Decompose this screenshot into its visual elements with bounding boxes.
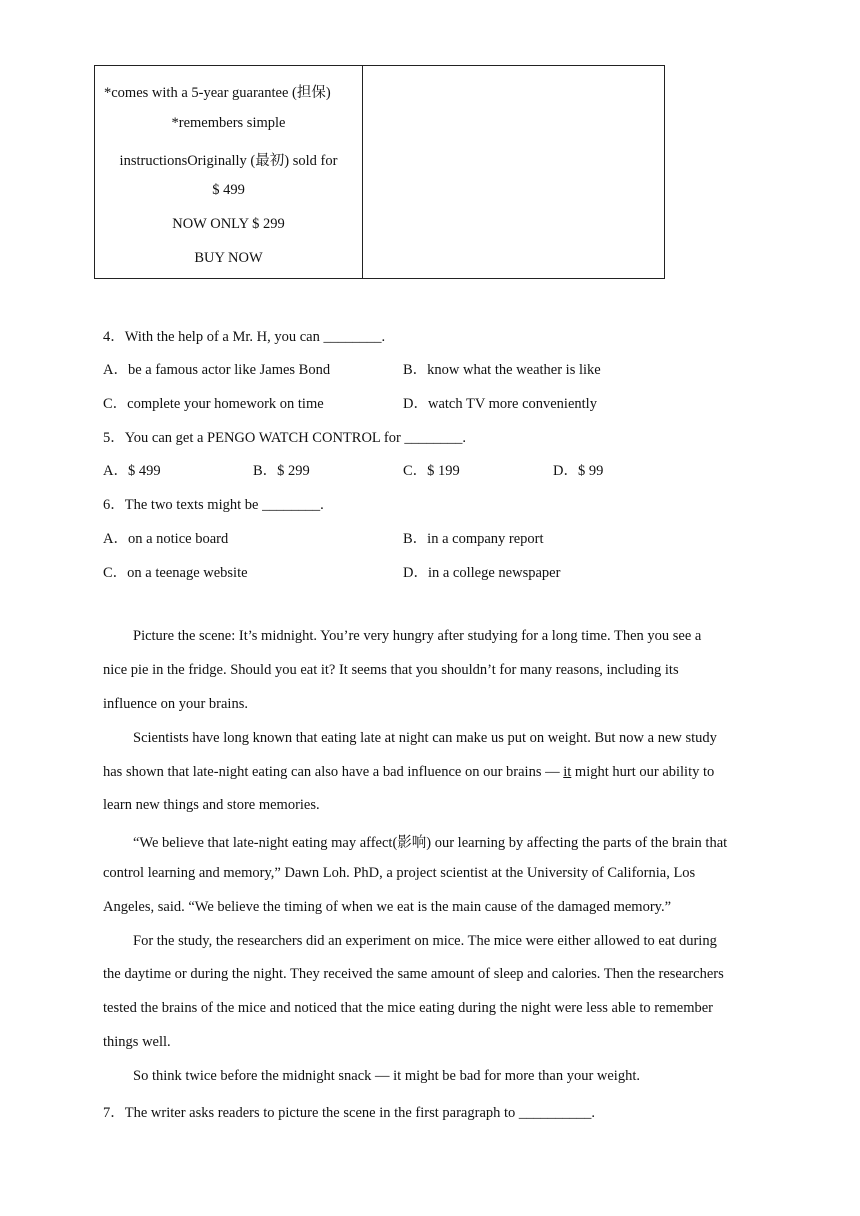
question-6-option-b: B．in a company report — [403, 531, 544, 547]
empty-cell — [363, 66, 664, 278]
ad-line-original-price: $ 499 — [212, 182, 245, 198]
passage-p1-line-3: influence on your brains. — [103, 696, 248, 712]
question-6-option-a: A．on a notice board — [103, 531, 229, 547]
advertisement-cell — [95, 66, 363, 278]
question-4-stem: 4．With the help of a Mr. H, you can ________. — [103, 329, 386, 345]
question-6-stem: 6．The two texts might be ________. — [103, 497, 324, 513]
passage-p3-line-1: “We believe that late-night eating may affect(影响) our learning by affecting the parts of the brain that — [133, 835, 728, 851]
passage-p2-line-2 — [103, 764, 714, 781]
passage-p3-line-3: Angeles, said. “We believe the timing of when we eat is the main cause of the damaged memory.” — [103, 899, 672, 915]
passage-p2-line-2-before: has shown that late-night eating can also have a bad influence on our brains — — [103, 764, 564, 780]
passage-p1-line-2: nice pie in the fridge. Should you eat it? It seems that you shouldn’t for many reasons, including its — [103, 662, 679, 678]
ad-line-now-price: NOW ONLY $ 299 — [172, 216, 285, 232]
question-6-option-c: C．on a teenage website — [103, 565, 248, 581]
passage-p4-line-3: tested the brains of the mice and noticed that the mice eating during the night were less able to remember — [103, 1000, 713, 1016]
ad-line-guarantee: *comes with a 5-year guarantee (担保) — [104, 85, 331, 101]
passage-p2-line-3: learn new things and store memories. — [103, 797, 320, 813]
question-5-option-d: D．$ 99 — [553, 463, 604, 479]
passage-p4-line-2: the daytime or during the night. They received the same amount of sleep and calories. Then the researchers — [103, 966, 724, 982]
passage-p5-line-1: So think twice before the midnight snack — it might be bad for more than your weight. — [133, 1068, 640, 1084]
question-4-option-d: D．watch TV more conveniently — [403, 396, 597, 412]
question-5-option-a: A．$ 499 — [103, 463, 161, 479]
question-6-option-d: D．in a college newspaper — [403, 565, 561, 581]
question-5-stem: 5．You can get a PENGO WATCH CONTROL for ________. — [103, 430, 467, 446]
underlined-word-it: it — [563, 764, 572, 780]
passage-p1-line-1: Picture the scene: It’s midnight. You’re very hungry after studying for a long time. Then you see a — [133, 628, 702, 644]
passage-p4-line-4: things well. — [103, 1034, 171, 1050]
question-5-option-c: C．$ 199 — [403, 463, 460, 479]
ad-line-remembers: *remembers simple — [171, 115, 286, 131]
ad-line-instructions: instructionsOriginally (最初) sold for — [119, 153, 338, 169]
passage-p4-line-1: For the study, the researchers did an experiment on mice. The mice were either allowed to eat during — [133, 933, 717, 949]
question-4-option-c: C．complete your homework on time — [103, 396, 324, 412]
advertisement-table — [94, 65, 665, 279]
passage-p2-line-1: Scientists have long known that eating late at night can make us put on weight. But now a new study — [133, 730, 717, 746]
question-5-option-b: B．$ 299 — [253, 463, 310, 479]
passage-p3-line-2: control learning and memory,” Dawn Loh. PhD, a project scientist at the University of California, Los — [103, 865, 696, 881]
question-4-option-b: B．know what the weather is like — [403, 362, 601, 378]
passage-p2-line-2-after: might hurt our ability to — [571, 764, 715, 780]
question-7-stem: 7．The writer asks readers to picture the scene in the first paragraph to __________. — [103, 1105, 596, 1121]
question-4-option-a: A．be a famous actor like James Bond — [103, 362, 331, 378]
ad-line-buy-now: BUY NOW — [194, 250, 263, 266]
